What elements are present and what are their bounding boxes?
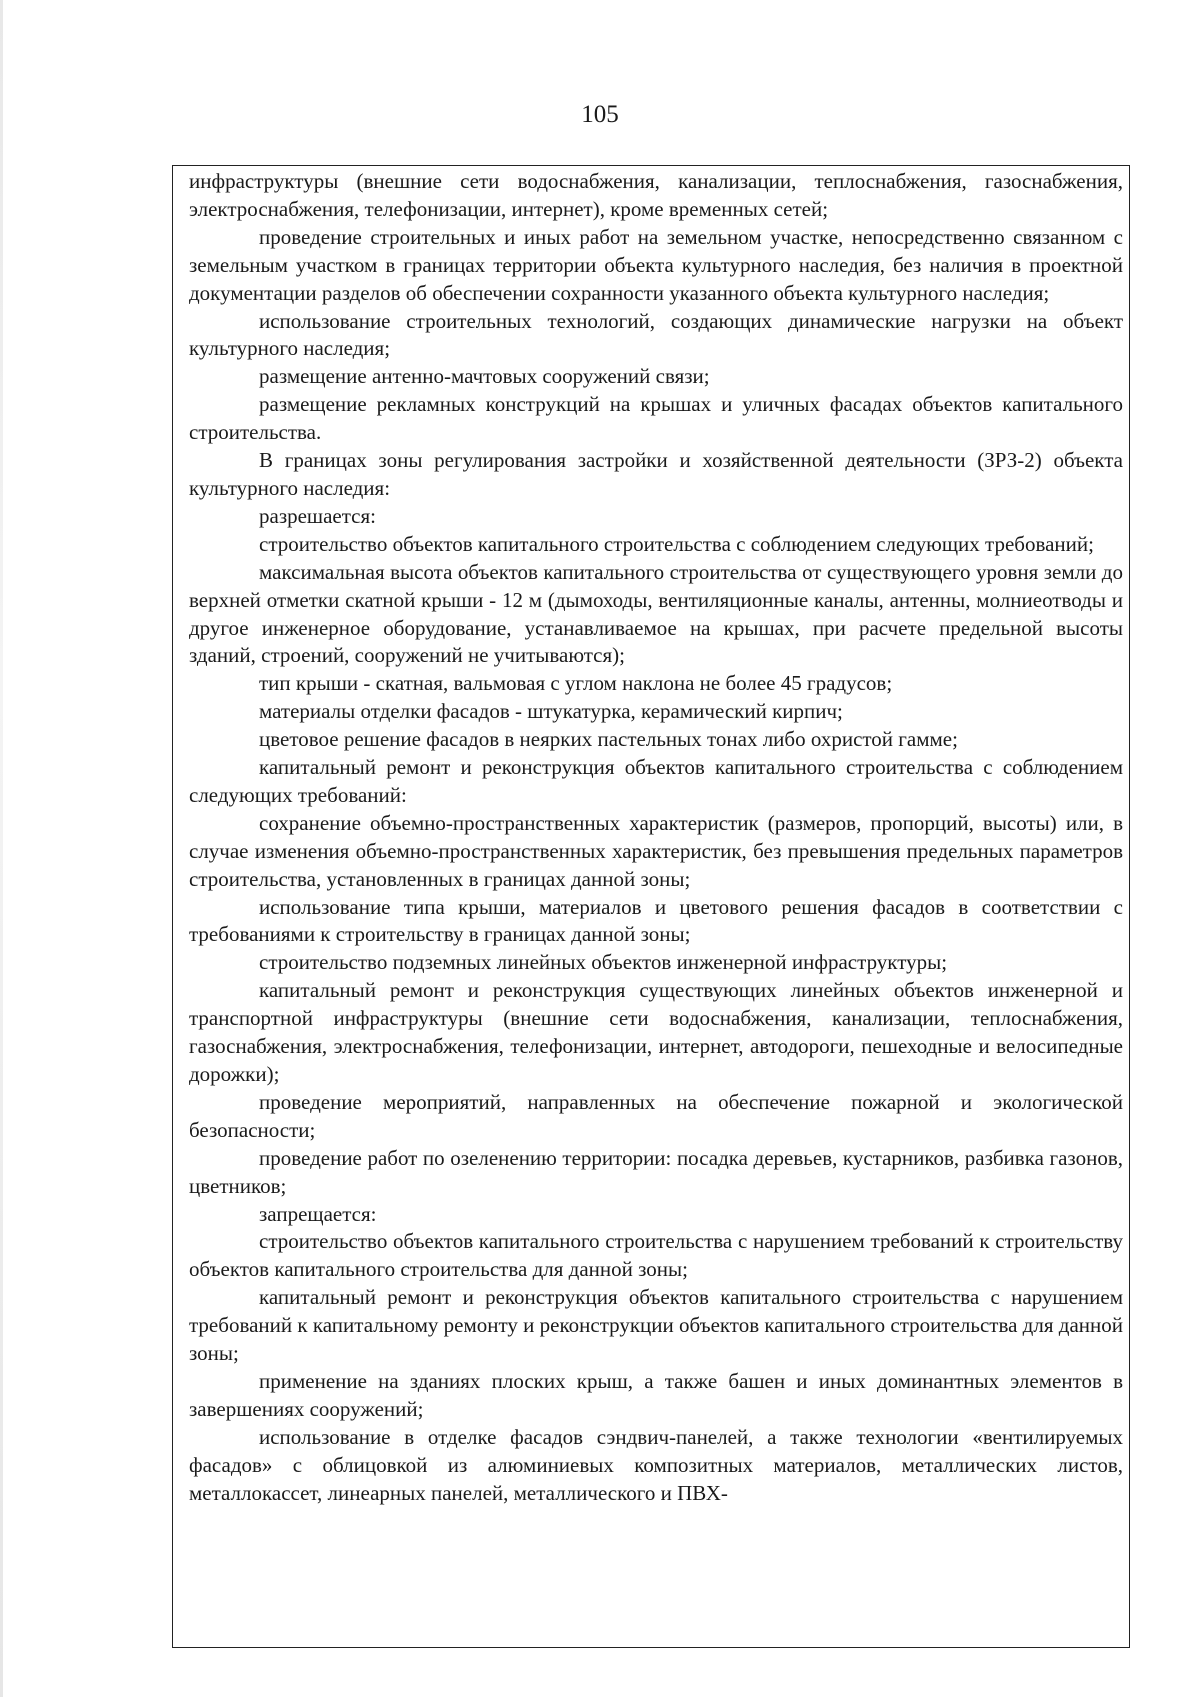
paragraph: сохранение объемно-пространственных характеристик (размеров, пропорций, высоты) или, в случае изменения объемно-пространственных характеристик, без превышения предельных параметров строительства, установленных в границах данной зоны;	[189, 810, 1123, 891]
allowed-heading: разрешается:	[259, 503, 376, 528]
paragraph: строительство объектов капитального строительства с соблюдением следующих требований;	[259, 531, 1094, 556]
paragraph: материалы отделки фасадов - штукатурка, керамический кирпич;	[259, 699, 843, 724]
paragraph: капитальный ремонт и реконструкция объектов капитального строительства с нарушением требований к капитальному ремонту и реконструкции объектов капитального строительства для данной зоны;	[189, 1285, 1123, 1366]
text-frame	[172, 165, 1130, 1648]
paragraph: цветовое решение фасадов в неярких пастельных тонах либо охристой гамме;	[259, 727, 958, 752]
paragraph: применение на зданиях плоских крыш, а также башен и иных доминантных элементов в завершениях сооружений;	[189, 1368, 1123, 1421]
paragraph: проведение строительных и иных работ на земельном участке, непосредственно связанном с земельным участком в границах территории объекта культурного наследия, без наличия в проектной документации разделов об обеспечении сохранности указанного объекта культурного наследия;	[189, 224, 1123, 305]
paragraph: использование в отделке фасадов сэндвич-панелей, а также технологии «вентилируемых фасадов» с облицовкой из алюминиевых композитных материалов, металлических листов, металлокассет, линеарных панелей, металлического и ПВХ-	[189, 1424, 1123, 1505]
prohibited-heading: запрещается:	[259, 1201, 377, 1226]
paragraph: проведение работ по озеленению территории: посадка деревьев, кустарников, разбивка газонов, цветников;	[189, 1145, 1123, 1198]
paragraph: тип крыши - скатная, вальмовая с углом наклона не более 45 градусов;	[259, 671, 893, 696]
scan-edge-shadow	[0, 0, 3, 1697]
paragraph: капитальный ремонт и реконструкция объектов капитального строительства с соблюдением следующих требований:	[189, 755, 1123, 807]
section-intro-paragraph: В границах зоны регулирования застройки и хозяйственной деятельности (ЗРЗ-2) объекта культурного наследия:	[189, 448, 1123, 500]
paragraph: капитальный ремонт и реконструкция существующих линейных объектов инженерной и транспортной инфраструктуры (внешние сети водоснабжения, канализации, теплоснабжения, газоснабжения, электроснабжения, телефонизации, интернет, автодороги, пешеходные и велосипедные дорожки);	[189, 978, 1123, 1086]
paragraph: размещение рекламных конструкций на крышах и уличных фасадах объектов капитального строительства.	[189, 392, 1123, 445]
paragraph: размещение антенно-мачтовых сооружений связи;	[259, 364, 710, 389]
paragraph: максимальная высота объектов капитального строительства от существующего уровня земли до верхней отметки скатной крыши - 12 м (дымоходы, вентиляционные каналы, антенны, молниеотводы и другое инженерное оборудование, устанавливаемое на крышах, при расчете предельной высоты зданий, строений, сооружений не учитываются);	[189, 559, 1123, 668]
paragraph: проведение мероприятий, направленных на обеспечение пожарной и экологической безопасности;	[189, 1089, 1123, 1142]
paragraph: инфраструктуры (внешние сети водоснабжения, канализации, теплоснабжения, газоснабжения, электроснабжения, телефонизации, интернет), кроме временных сетей;	[189, 169, 1123, 221]
paragraph: строительство подземных линейных объектов инженерной инфраструктуры;	[259, 950, 948, 975]
text-body	[173, 166, 1129, 1508]
paragraph: использование типа крыши, материалов и цветового решения фасадов в соответствии с требованиями к строительству в границах данной зоны;	[189, 894, 1123, 947]
page-number: 105	[581, 101, 619, 128]
paragraph: строительство объектов капитального строительства с нарушением требований к строительству объектов капитального строительства для данной зоны;	[189, 1229, 1123, 1282]
paragraph: использование строительных технологий, создающих динамические нагрузки на объект культурного наследия;	[189, 308, 1123, 361]
